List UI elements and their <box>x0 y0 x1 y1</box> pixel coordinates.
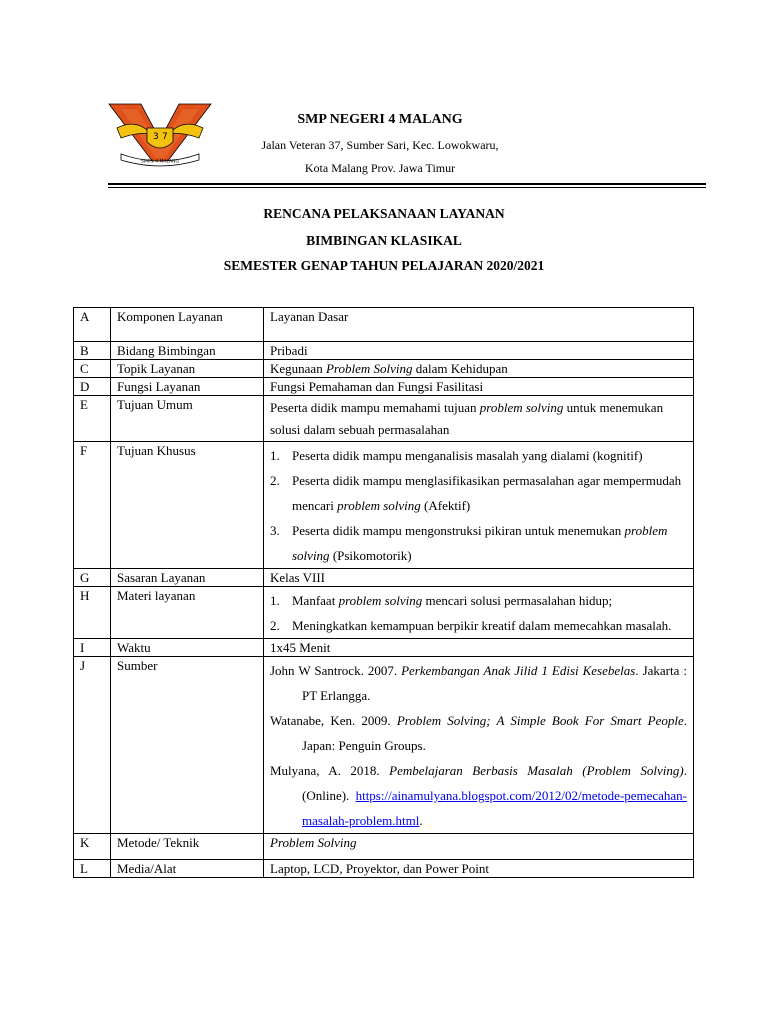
row-code: B <box>74 342 111 360</box>
row-label: Waktu <box>111 639 264 657</box>
row-label: Bidang Bimbingan <box>111 342 264 360</box>
list-item <box>270 613 687 638</box>
row-code: D <box>74 378 111 396</box>
reference-author: John W Santrock. 2007. <box>270 663 402 678</box>
reference-title: Perkembangan Anak Jilid 1 Edisi Kesebelas <box>401 663 636 678</box>
value-emphasis: Problem Solving <box>325 361 413 376</box>
item-text <box>292 468 687 518</box>
reference-author: Watanabe, Ken. 2009. <box>270 713 397 728</box>
table-row <box>74 834 694 860</box>
document-title-line-1: RENCANA PELAKSANAAN LAYANAN <box>263 206 505 221</box>
address-line-2: Kota Malang Prov. Jawa Timur <box>304 161 456 175</box>
row-code: C <box>74 360 111 378</box>
item-text-part: (Psikomotorik) <box>329 548 412 563</box>
value-emphasis: Problem Solving <box>270 835 357 850</box>
value-text: untuk menemukan solusi dalam sebuah permasalahan <box>270 400 664 437</box>
row-value: Layanan Dasar <box>264 308 694 342</box>
row-label: Materi layanan <box>111 587 264 639</box>
row-label: Komponen Layanan <box>111 308 264 342</box>
item-text-part: (Afektif) <box>420 498 471 513</box>
reference-item <box>270 758 687 833</box>
emblem-ribbon-text: SMPN 4 MALANG <box>140 159 180 165</box>
row-value: Pribadi <box>264 342 694 360</box>
value-text: dalam Kehidupan <box>412 361 508 376</box>
document-title-line-2: BIMBINGAN KLASIKAL <box>306 233 462 248</box>
row-value <box>264 834 694 860</box>
reference-item <box>270 708 687 758</box>
row-label: Tujuan Umum <box>111 396 264 442</box>
item-emphasis: problem solving <box>337 498 421 513</box>
row-value <box>264 396 694 442</box>
item-number: 3. <box>270 523 280 538</box>
value-text: Kegunaan <box>270 361 326 376</box>
item-text-part: Peserta didik mampu menglasifikasikan permasalahan agar mempermudah mencari <box>292 473 682 513</box>
reference-publisher: . Jakarta : PT Erlangga. <box>302 663 688 703</box>
table-row <box>74 657 694 834</box>
row-code: I <box>74 639 111 657</box>
table-row <box>74 378 694 396</box>
row-code: A <box>74 308 111 342</box>
school-name: SMP NEGERI 4 MALANG <box>297 112 463 127</box>
item-number: 2. <box>270 473 280 488</box>
plan-table <box>73 307 694 878</box>
row-value: Kelas VIII <box>264 569 694 587</box>
item-emphasis: problem solving <box>338 593 423 608</box>
emblem-number-left: 3 <box>153 132 159 142</box>
list-item <box>270 518 687 568</box>
letterhead-divider <box>108 183 706 185</box>
address-line-1: Jalan Veteran 37, Sumber Sari, Kec. Lowokwaru, <box>261 138 499 152</box>
list-item <box>270 588 687 613</box>
reference-publisher: . Japan: Penguin Groups. <box>302 713 687 753</box>
row-label: Sasaran Layanan <box>111 569 264 587</box>
list-item <box>270 468 687 518</box>
row-code: E <box>74 396 111 442</box>
reference-title: Pembelajaran Berbasis Masalah (Problem Solving) <box>389 763 684 778</box>
item-text-part: Manfaat <box>292 593 339 608</box>
item-text-part: Peserta didik mampu mengonstruksi pikiran untuk menemukan <box>292 523 625 538</box>
row-code: K <box>74 834 111 860</box>
value-text: Peserta didik mampu memahami tujuan <box>270 400 480 415</box>
table-row <box>74 639 694 657</box>
reference-item <box>270 658 687 708</box>
reference-title: Problem Solving; A Simple Book For Smart People <box>396 713 684 728</box>
reference-author: Mulyana, A. 2018. <box>270 763 390 778</box>
item-text <box>292 443 643 468</box>
row-code: F <box>74 442 111 569</box>
reference-tail: . <box>419 813 423 828</box>
item-emphasis: problem solving <box>292 523 668 563</box>
letterhead-divider-thin <box>108 187 706 188</box>
item-text-part: mencari solusi permasalahan hidup; <box>422 593 613 608</box>
row-code: J <box>74 657 111 834</box>
item-text-part: Meningkatkan kemampuan berpikir kreatif dalam memecahkan masalah. <box>292 618 672 633</box>
reference-publisher: . (Online). <box>302 763 687 803</box>
row-value: 1x45 Menit <box>264 639 694 657</box>
item-text <box>292 588 612 613</box>
table-row <box>74 569 694 587</box>
table-row <box>74 360 694 378</box>
item-number: 2. <box>270 618 280 633</box>
row-code: L <box>74 860 111 878</box>
row-label: Sumber <box>111 657 264 834</box>
row-code: H <box>74 587 111 639</box>
row-label: Metode/ Teknik <box>111 834 264 860</box>
emblem-number-right: 7 <box>162 132 168 142</box>
list-item <box>270 443 687 468</box>
school-emblem-icon <box>107 100 213 170</box>
table-row <box>74 308 694 342</box>
row-value <box>264 442 694 569</box>
document-title-line-3: SEMESTER GENAP TAHUN PELAJARAN 2020/2021 <box>223 258 545 273</box>
item-text-part: Peserta didik mampu menganalisis masalah yang dialami (kognitif) <box>292 448 643 463</box>
item-number: 1. <box>270 593 280 608</box>
item-text <box>292 518 687 568</box>
table-row <box>74 587 694 639</box>
row-value <box>264 360 694 378</box>
row-value: Laptop, LCD, Proyektor, dan Power Point <box>264 860 694 878</box>
row-value: Fungsi Pemahaman dan Fungsi Fasilitasi <box>264 378 694 396</box>
item-text <box>292 613 671 638</box>
value-emphasis: problem solving <box>479 400 564 415</box>
row-value <box>264 657 694 834</box>
table-row <box>74 342 694 360</box>
table-row <box>74 396 694 442</box>
row-label: Fungsi Layanan <box>111 378 264 396</box>
row-label: Media/Alat <box>111 860 264 878</box>
table-row <box>74 442 694 569</box>
reference-link[interactable]: https://ainamulyana.blogspot.com/2012/02/metode-pemecahan-masalah-problem.html <box>302 788 687 828</box>
table-row <box>74 860 694 878</box>
row-code: G <box>74 569 111 587</box>
row-label: Tujuan Khusus <box>111 442 264 569</box>
row-value <box>264 587 694 639</box>
item-number: 1. <box>270 448 280 463</box>
row-label: Topik Layanan <box>111 360 264 378</box>
